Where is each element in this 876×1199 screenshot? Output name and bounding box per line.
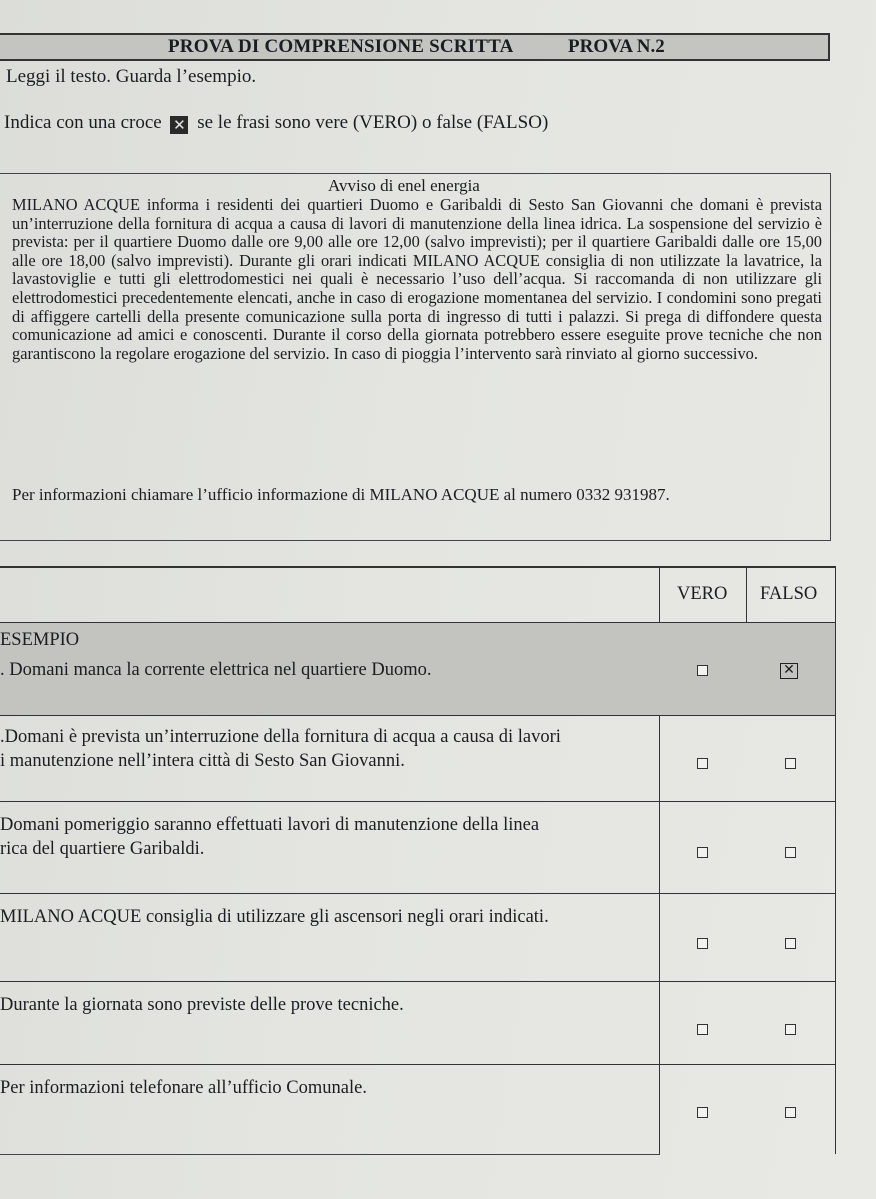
header-bar (0, 33, 830, 61)
instruction-mark (4, 112, 548, 134)
example-statement: . Domani manca la corrente elettrica nel quartiere Duomo. (0, 660, 432, 680)
instruction-mark-before: Indica con una croce (4, 112, 162, 133)
table-bottom-border (0, 1154, 660, 1155)
statement-2-vero-checkbox[interactable] (697, 847, 708, 858)
example-falso-checkbox-marked[interactable]: ✕ (780, 663, 798, 679)
test-number: PROVA N.2 (568, 36, 665, 57)
test-title: PROVA DI COMPRENSIONE SCRITTA (168, 36, 514, 57)
notice-contact: Per informazioni chiamare l’ufficio informazione di MILANO ACQUE al numero 0332 931987. (12, 485, 670, 504)
statement-2-falso-checkbox[interactable] (785, 847, 796, 858)
statement-row-5 (0, 1064, 835, 1156)
statement-3-falso-checkbox[interactable] (785, 938, 796, 949)
column-header-falso: FALSO (760, 584, 818, 604)
statement-row-2 (0, 801, 835, 893)
example-label: ESEMPIO (0, 630, 80, 650)
example-row (0, 622, 835, 715)
true-false-table (0, 566, 836, 1154)
column-header-vero: VERO (677, 584, 728, 604)
statement-1-line-1: .Domani è prevista un’interruzione della fornitura di acqua a causa di lavori (0, 727, 561, 747)
notice-body: MILANO ACQUE informa i residenti dei quartieri Duomo e Garibaldi di Sesto San Giovanni che domani è prevista un’interruzione della fornitura di acqua a causa di lavori di manutenzione della linea idrica. La sospensione del servizio è prevista: per il quartiere Duomo dalle ore 9,00 alle ore 12,00 (salvo imprevisti); per il quartiere Garibaldi dalle ore 15,00 alle ore 18,00 (salvo imprevisti). Durante gli orari indicati MILANO ACQUE consiglia di non utilizzate la lavatrice, la lavastoviglie e tutti gli elettrodomestici nei quali è necessario l’uso dell’acqua. Si raccomanda di non utilizzare gli elettrodomestici precedentemente elencati, anche in caso di erogazione momentanea del servizio. I condomini sono pregati di affiggere cartelli della presente comunicazione sulla porta di ingresso di tutti i palazzi. Si prega di diffondere questa comunicazione ad amici e conoscenti. Durante il corso della giornata potrebbero essere eseguite prove tecniche che non garantiscono la regolare erogazione del servizio. In caso di pioggia l’intervento sarà rinviato al giorno successivo. (12, 195, 822, 363)
statement-1-falso-checkbox[interactable] (785, 758, 796, 769)
statement-5-falso-checkbox[interactable] (785, 1107, 796, 1118)
statement-5-vero-checkbox[interactable] (697, 1107, 708, 1118)
statement-row-3 (0, 893, 835, 981)
statement-4-falso-checkbox[interactable] (785, 1024, 796, 1035)
statement-2-line-2: rica del quartiere Garibaldi. (0, 839, 205, 859)
column-divider-header (746, 568, 747, 622)
statement-row-4 (0, 981, 835, 1064)
statement-4-vero-checkbox[interactable] (697, 1024, 708, 1035)
instruction-mark-after: se le frasi sono vere (VERO) o false (FALSO) (197, 112, 549, 133)
example-vero-checkbox[interactable] (697, 665, 708, 676)
statement-2-line-1: Domani pomeriggio saranno effettuati lavori di manutenzione della linea (0, 815, 540, 835)
statement-1-line-2: i manutenzione nell’intera città di Sesto San Giovanni. (0, 751, 405, 771)
notice-title: Avviso di enel energia (328, 176, 480, 195)
instruction-read: Leggi il testo. Guarda l’esempio. (6, 66, 257, 87)
cross-box-icon: ✕ (170, 116, 188, 134)
statement-1-vero-checkbox[interactable] (697, 758, 708, 769)
statement-3-line-1: MILANO ACQUE consiglia di utilizzare gli ascensori negli orari indicati. (0, 907, 549, 927)
statement-4-line-1: Durante la giornata sono previste delle prove tecniche. (0, 995, 404, 1015)
statement-5-line-1: Per informazioni telefonare all’ufficio Comunale. (0, 1078, 367, 1098)
statement-row-1 (0, 715, 835, 801)
notice-box (0, 173, 831, 541)
statement-3-vero-checkbox[interactable] (697, 938, 708, 949)
